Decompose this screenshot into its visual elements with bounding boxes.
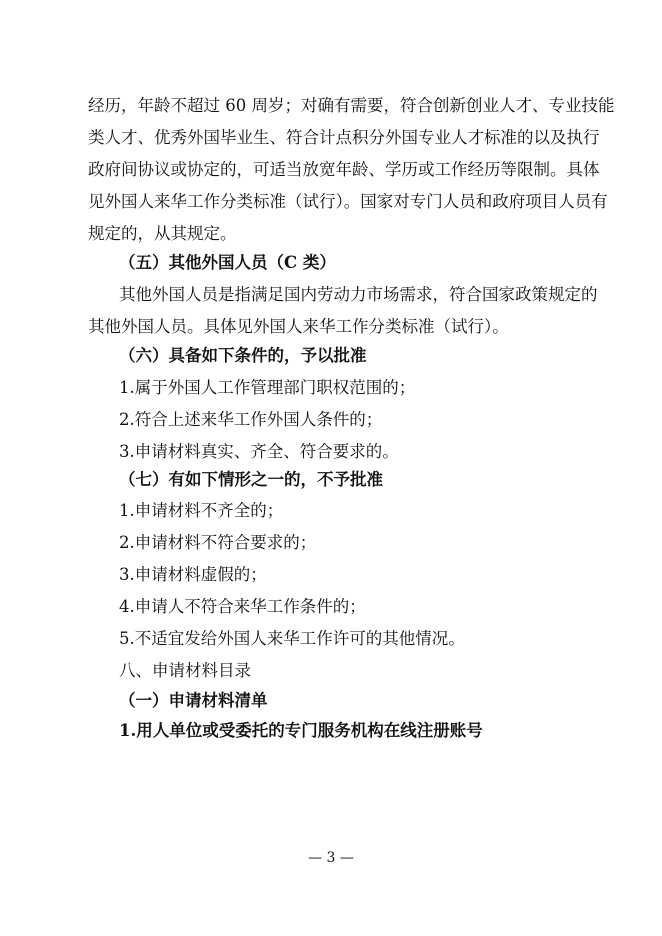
paragraph-line: 类人才、优秀外国毕业生、符合计点积分外国专业人才标准的以及执行 bbox=[88, 128, 600, 147]
paragraph-line: 其他外国人员。具体见外国人来华工作分类标准（试行）。 bbox=[88, 317, 509, 336]
paragraph-line: 政府间协议或协定的，可适当放宽年龄、学历或工作经历等限制。具体 bbox=[88, 160, 600, 179]
subsection-item-heading: 1.用人单位或受委托的专门服务机构在线注册账号 bbox=[119, 721, 483, 740]
list-item: 1.申请材料不齐全的； bbox=[119, 501, 284, 520]
page-number: — 3 — bbox=[308, 850, 354, 866]
section-heading-5: （五）其他外国人员（C 类） bbox=[119, 253, 336, 272]
section-heading-6: （六）具备如下条件的，予以批准 bbox=[119, 346, 367, 365]
paragraph-line: 其他外国人员是指满足国内劳动力市场需求，符合国家政策规定的 bbox=[119, 285, 598, 304]
paragraph-line: 规定的，从其规定。 bbox=[88, 224, 237, 243]
paragraph-line: 经历，年龄不超过 60 周岁；对确有需要，符合创新创业人才、专业技能 bbox=[88, 96, 615, 115]
list-item: 2.申请材料不符合要求的； bbox=[119, 533, 317, 552]
subsection-heading: （一）申请材料清单 bbox=[119, 691, 268, 710]
paragraph-line: 见外国人来华工作分类标准（试行）。国家对专门人员和政府项目人员有 bbox=[88, 192, 608, 211]
list-item: 3.申请材料虚假的； bbox=[119, 565, 267, 584]
list-item: 4.申请人不符合来华工作条件的； bbox=[119, 597, 366, 616]
list-item: 5.不适宜发给外国人来华工作许可的其他情况。 bbox=[119, 629, 465, 648]
list-item: 2.符合上述来华工作外国人条件的； bbox=[119, 410, 383, 429]
section-heading-8: 八、申请材料目录 bbox=[119, 661, 251, 680]
list-item: 3.申请材料真实、齐全、符合要求的。 bbox=[119, 442, 399, 461]
section-heading-7: （七）有如下情形之一的，不予批准 bbox=[119, 470, 383, 489]
list-item: 1.属于外国人工作管理部门职权范围的； bbox=[119, 378, 416, 397]
